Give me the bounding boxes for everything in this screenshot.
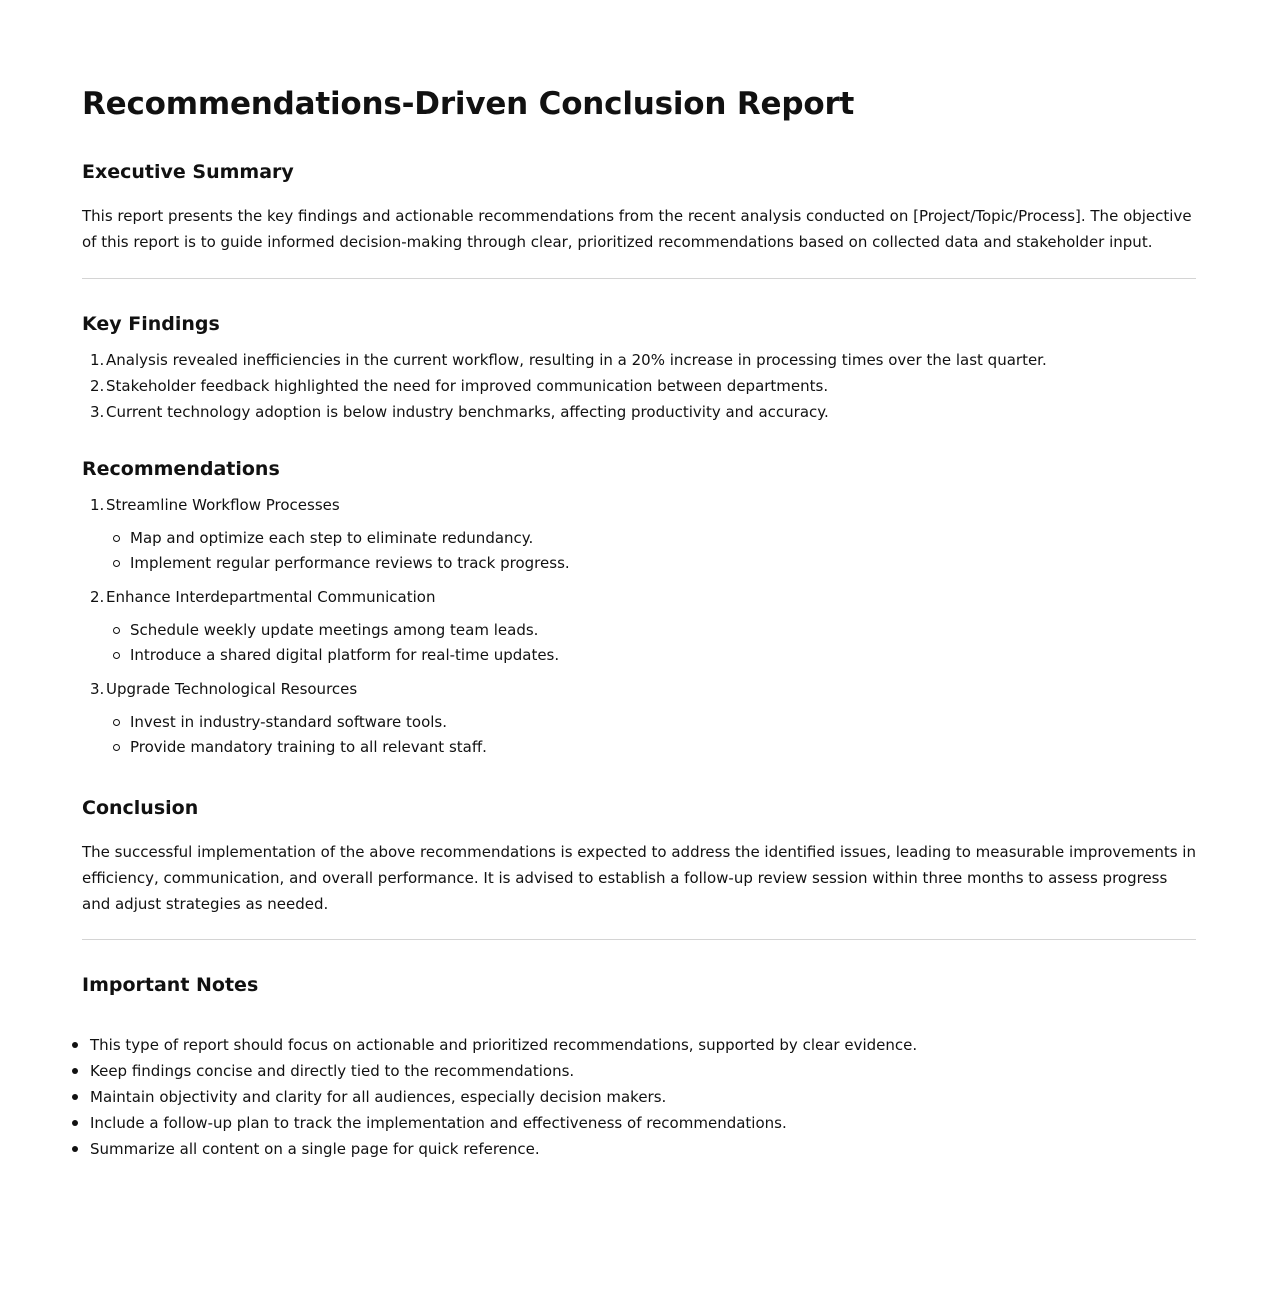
circle-bullet-icon — [113, 744, 120, 751]
bullet-icon — [72, 1146, 78, 1152]
important-notes-heading: Important Notes — [82, 974, 259, 996]
bullet-icon — [72, 1042, 78, 1048]
list-item: 1. Analysis revealed inefficiencies in the current workflow, resulting in a 20% increase in processing times over the last quarter. — [90, 351, 1047, 369]
list-item: Schedule weekly update meetings among team leads. — [82, 618, 570, 643]
list-item: Map and optimize each step to eliminate redundancy. — [82, 526, 570, 551]
list-item: 3. Current technology adoption is below industry benchmarks, affecting productivity and accuracy. — [90, 403, 829, 421]
list-item: Maintain objectivity and clarity for all audiences, especially decision makers. — [82, 1084, 917, 1110]
list-item: Include a follow-up plan to track the implementation and effectiveness of recommendations. — [82, 1110, 917, 1136]
key-findings-list — [82, 347, 1047, 425]
circle-bullet-icon — [113, 560, 120, 567]
bullet-icon — [72, 1120, 78, 1126]
sub-list — [82, 526, 570, 576]
key-findings-heading: Key Findings — [82, 313, 220, 335]
list-item: 2. Enhance Interdepartmental Communication — [90, 588, 436, 606]
conclusion-text: The successful implementation of the above recommendations is expected to address the identified issues, leading to measurable improvements in efficiency, communication, and overall performance. It is advised to establish a follow-up review session within three months to assess progress and adjust strategies as needed. — [82, 843, 1196, 913]
list-item: Keep findings concise and directly tied to the recommendations. — [82, 1058, 917, 1084]
circle-bullet-icon — [113, 535, 120, 542]
list-item: 3. Upgrade Technological Resources — [90, 680, 358, 698]
page-title: Recommendations-Driven Conclusion Report — [82, 86, 855, 122]
sub-list — [82, 618, 570, 668]
executive-summary-heading: Executive Summary — [82, 161, 294, 183]
executive-summary-text: This report presents the key findings and actionable recommendations from the recent analysis conducted on [Project/Topic/Process]. The objective of this report is to guide informed decision-making through clear, prioritized recommendations based on collected data and stakeholder input. — [82, 207, 1192, 251]
list-item: 1. Streamline Workflow Processes — [90, 496, 340, 514]
list-item: 2. Stakeholder feedback highlighted the need for improved communication between departments. — [90, 377, 829, 395]
bullet-icon — [72, 1068, 78, 1074]
list-item: Provide mandatory training to all relevant staff. — [82, 735, 570, 760]
bullet-icon — [72, 1094, 78, 1100]
conclusion-heading: Conclusion — [82, 797, 199, 819]
sub-list — [82, 710, 570, 760]
circle-bullet-icon — [113, 652, 120, 659]
section-divider — [82, 278, 1196, 279]
list-item: Introduce a shared digital platform for real-time updates. — [82, 643, 570, 668]
circle-bullet-icon — [113, 719, 120, 726]
section-divider — [82, 939, 1196, 940]
important-notes-list — [82, 1032, 917, 1162]
list-item: This type of report should focus on actionable and prioritized recommendations, supported by clear evidence. — [82, 1032, 917, 1058]
list-item: Invest in industry-standard software tools. — [82, 710, 570, 735]
list-item: Implement regular performance reviews to track progress. — [82, 551, 570, 576]
recommendations-heading: Recommendations — [82, 458, 280, 480]
list-item: Summarize all content on a single page for quick reference. — [82, 1136, 917, 1162]
recommendations-list — [82, 492, 570, 768]
circle-bullet-icon — [113, 627, 120, 634]
